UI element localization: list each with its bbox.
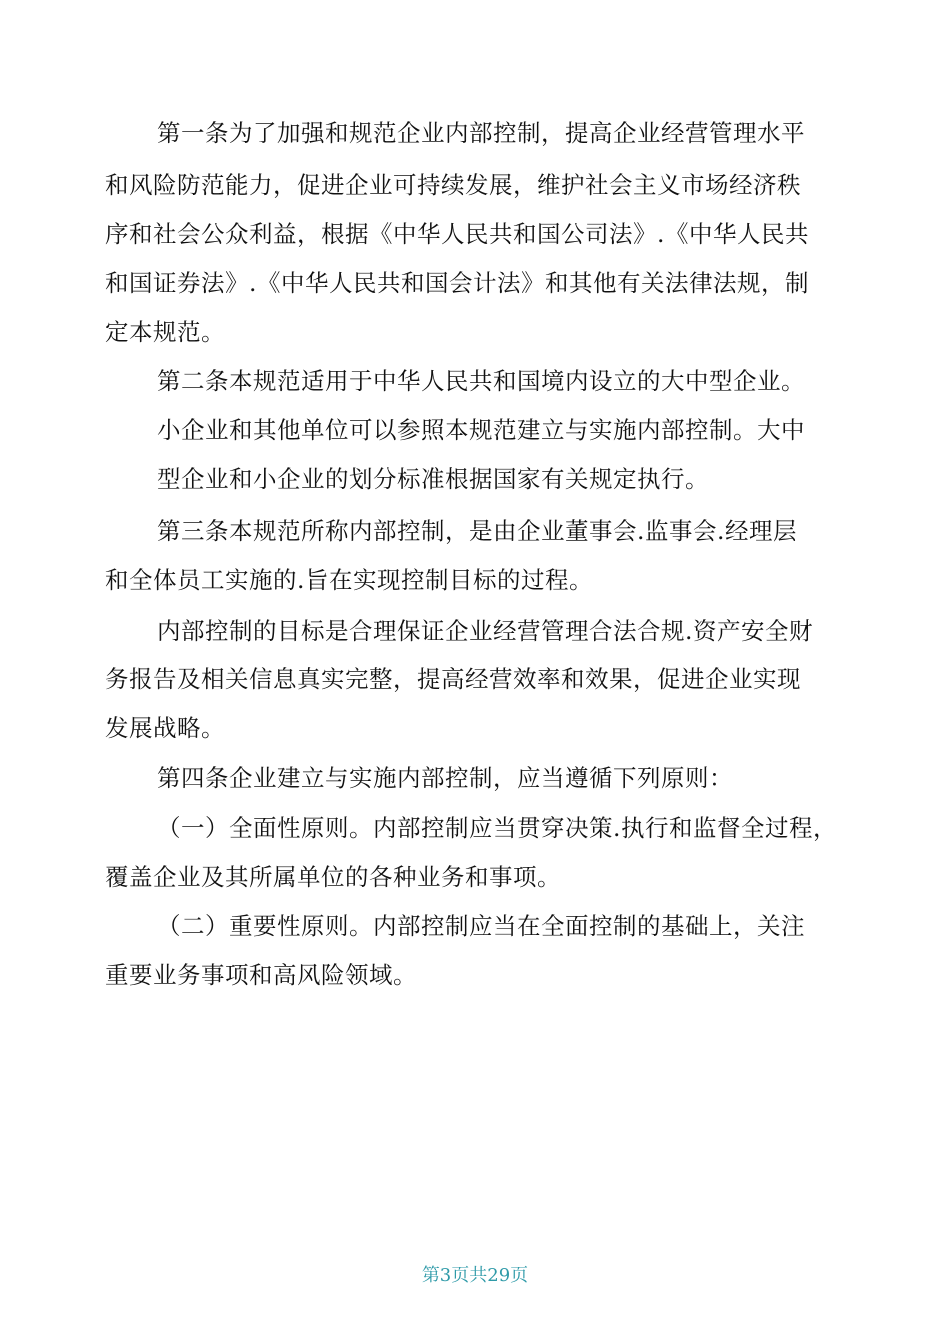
text-line-16: 覆盖企业及其所属单位的各种业务和事项。 xyxy=(105,863,561,891)
text-line-15: （一）全面性原则。内部控制应当贯穿决策.执行和监督全过程， xyxy=(157,814,837,842)
text-line-4: 和国证券法》.《中华人民共和国会计法》和其他有关法律法规，制 xyxy=(105,269,809,297)
text-line-3: 序和社会公众利益，根据《中华人民共和国公司法》.《中华人民共 xyxy=(105,220,809,248)
text-line-9: 第三条本规范所称内部控制，是由企业董事会.监事会.经理层 xyxy=(157,517,797,545)
text-line-14: 第四条企业建立与实施内部控制，应当遵循下列原则： xyxy=(157,764,733,792)
text-line-10: 和全体员工实施的.旨在实现控制目标的过程。 xyxy=(105,566,593,594)
text-line-6: 第二条本规范适用于中华人民共和国境内设立的大中型企业。 xyxy=(157,367,805,395)
text-line-18: 重要业务事项和高风险领域。 xyxy=(105,961,417,989)
text-line-12: 务报告及相关信息真实完整，提高经营效率和效果，促进企业实现 xyxy=(105,665,801,693)
text-line-2: 和风险防范能力，促进企业可持续发展，维护社会主义市场经济秩 xyxy=(105,171,801,199)
text-line-8: 型企业和小企业的划分标准根据国家有关规定执行。 xyxy=(157,465,709,493)
text-line-1: 第一条为了加强和规范企业内部控制，提高企业经营管理水平 xyxy=(157,119,805,147)
text-line-7: 小企业和其他单位可以参照本规范建立与实施内部控制。大中 xyxy=(157,416,805,444)
text-line-11: 内部控制的目标是合理保证企业经营管理合法合规.资产安全财 xyxy=(157,617,813,645)
text-line-17: （二）重要性原则。内部控制应当在全面控制的基础上，关注 xyxy=(157,912,805,940)
text-line-5: 定本规范。 xyxy=(105,318,225,346)
text-line-13: 发展战略。 xyxy=(105,714,225,742)
page-footer: 第3页共29页 xyxy=(421,1265,529,1286)
